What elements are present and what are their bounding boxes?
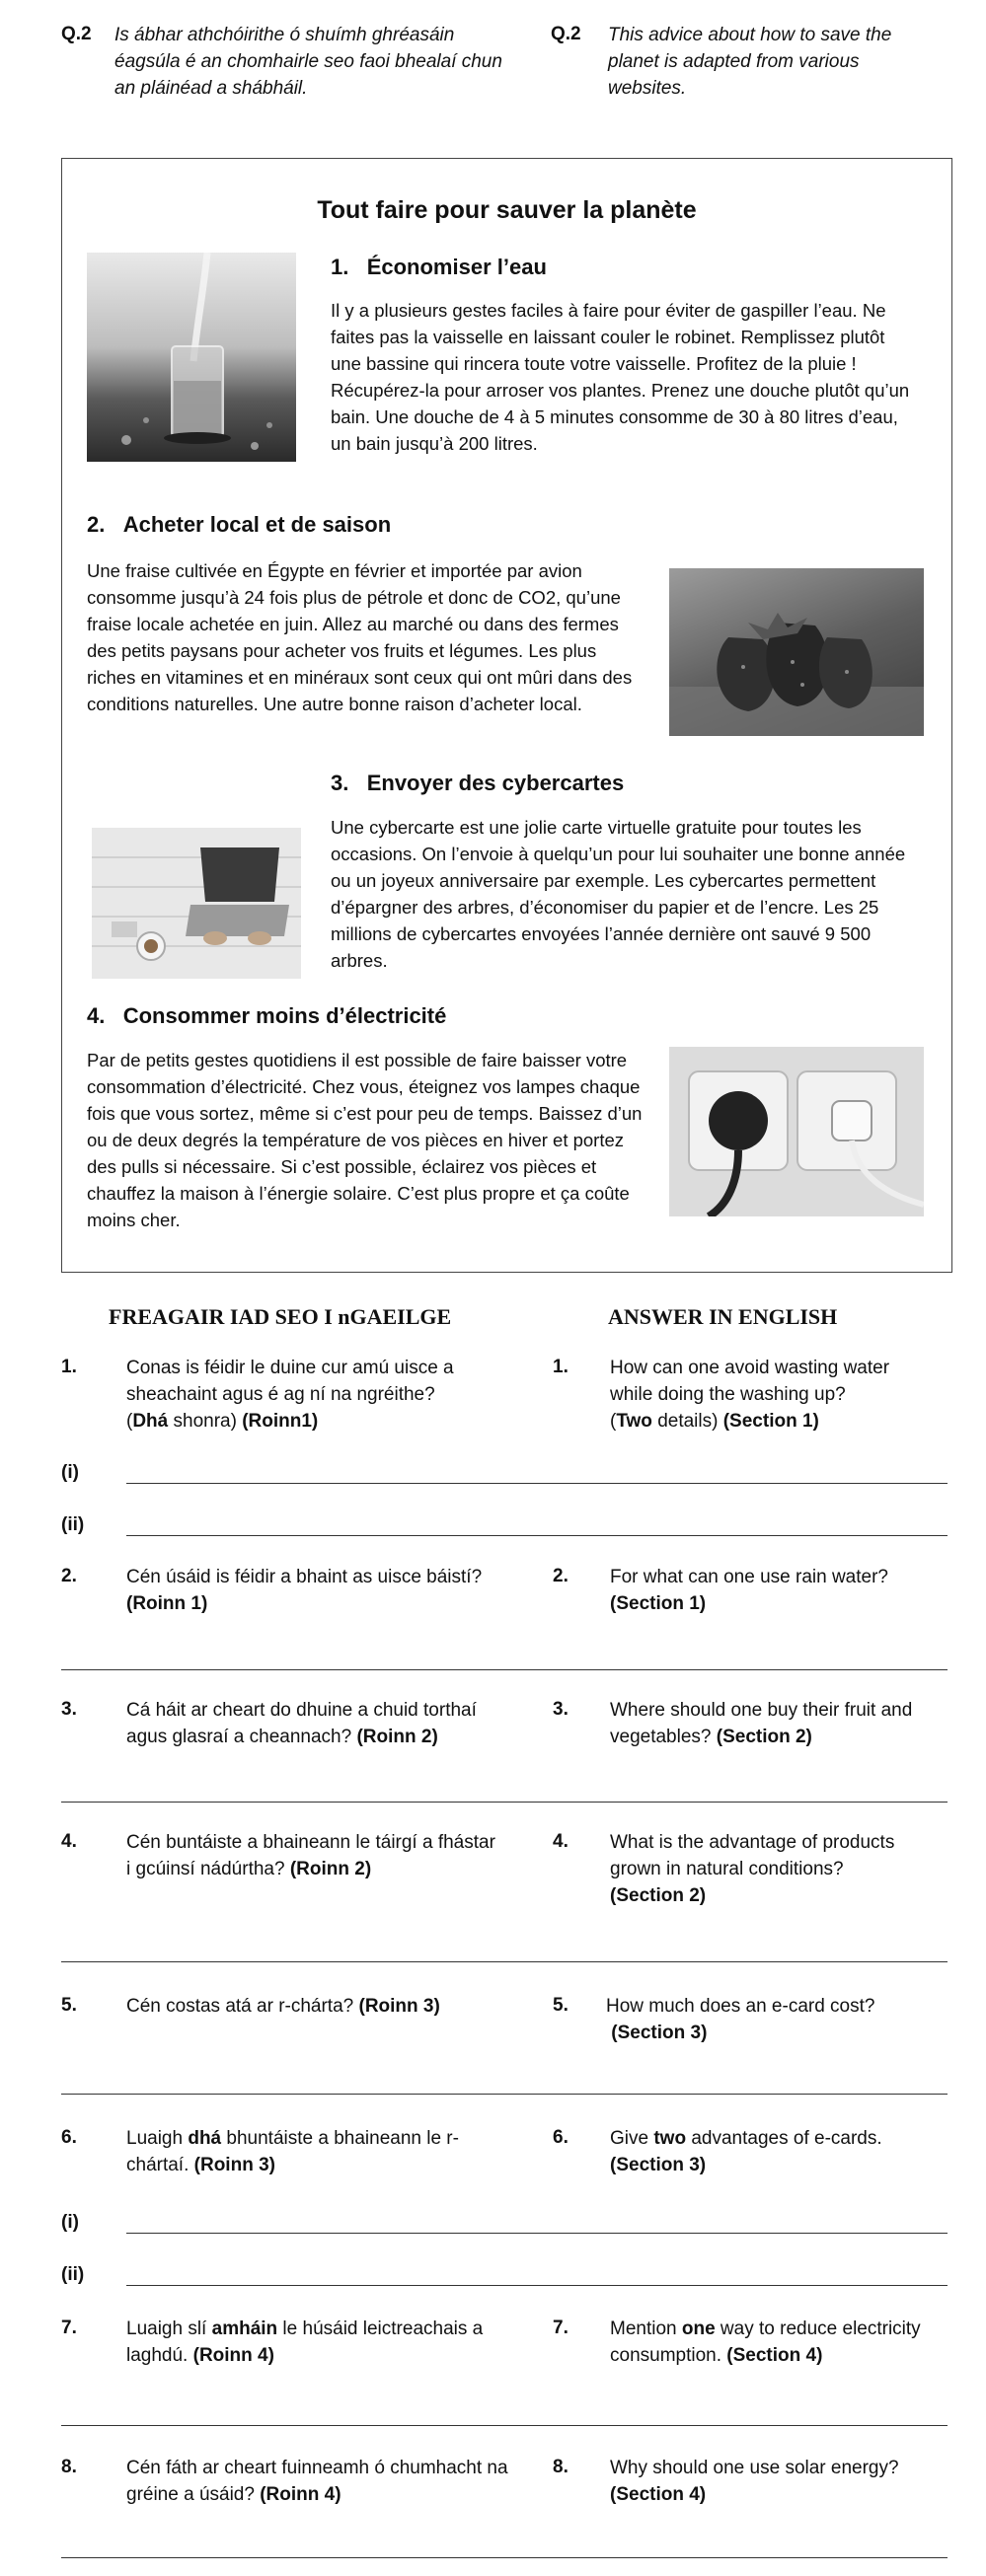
laptop-photo: [92, 828, 301, 979]
section-3-text: Une cybercarte est une jolie carte virtuelle gratuite pour toutes les occasions. On l’envoie à quelqu’un pour lui souhaiter une bonne année ou un joyeux anniversaire par exemple. Les cybercartes permettent d’épargner des arbres, d’économiser du papier et de l’encre. Les 25 millions de cybercartes envoyées l’année dernière ont sauvé 9 500 arbres.: [331, 817, 906, 971]
answer-line-5[interactable]: [61, 2094, 948, 2095]
answer-line-6-i[interactable]: [126, 2233, 948, 2234]
intro-english: This advice about how to save the planet is adapted from various websites.: [608, 25, 892, 99]
question-8-english: Why should one use solar energy? (Section 4): [610, 2458, 899, 2505]
question-2-irish: Cén úsáid is féidir a bhaint as uisce báistí? (Roinn 1): [126, 1567, 483, 1614]
question-4-irish: Cén buntáiste a bhaineann le táirgí a fhástar i gcúinsí nádúrtha? (Roinn 2): [126, 1832, 495, 1879]
article-frame: [61, 158, 952, 1273]
power-socket-photo: [669, 1047, 924, 1216]
q2-label-english: Q.2: [551, 24, 581, 44]
english-questions-heading: ANSWER IN ENGLISH: [608, 1304, 838, 1329]
answer-6-ii-label: (ii): [61, 2264, 85, 2285]
question-5-english: How much does an e-card cost? (Section 3): [606, 1996, 875, 2043]
answer-line-1-ii[interactable]: [126, 1535, 948, 1536]
question-8-irish: Cén fáth ar cheart fuinneamh ó chumhacht na gréine a úsáid? (Roinn 4): [126, 2458, 508, 2505]
power-socket-illustration: [669, 1047, 924, 1216]
question-1-number-english: 1.: [553, 1357, 569, 1377]
question-8-number-irish: 8.: [61, 2457, 77, 2477]
question-6-irish: Luaigh dhá bhuntáiste a bhaineann le r-chártaí. (Roinn 3): [126, 2128, 459, 2175]
question-3-irish: Cá háit ar cheart do dhuine a chuid torthaí agus glasraí a cheannach? (Roinn 2): [126, 1700, 477, 1747]
intro-irish: Is ábhar athchóirithe ó shuímh ghréasáin éagsúla é an chomhairle seo faoi bhealaí chun an pláinéad a shábháil.: [114, 25, 502, 99]
question-7-english: Mention one way to reduce electricity consumption. (Section 4): [610, 2318, 921, 2366]
question-3-english: Where should one buy their fruit and vegetables? (Section 2): [610, 1700, 913, 1747]
section-4-text: Par de petits gestes quotidiens il est possible de faire baisser votre consommation d’électricité. Chez vous, éteignez vos lampes chaque fois que vous sortez, même si c’est pour peu de temps. Baissez d’un ou de deux degrés la température de vos pièces en hiver et portez des pulls si nécessaire. Si c’est possible, éclairez vos pièces et chauffez la maison à l’énergie solaire. C’est plus propre et ça coûte moins cher.: [87, 1050, 643, 1230]
question-5-number-english: 5.: [553, 1995, 569, 2016]
question-8-number-english: 8.: [553, 2457, 569, 2477]
section-4-number: 4.: [87, 1003, 106, 1028]
section-2-number: 2.: [87, 512, 106, 537]
strawberries-photo: [669, 568, 924, 736]
answer-line-7[interactable]: [61, 2425, 948, 2426]
water-glass-photo: [87, 253, 296, 462]
answer-line-6-ii[interactable]: [126, 2285, 948, 2286]
section-1-heading: [331, 255, 547, 280]
question-6-english: Give two advantages of e-cards. (Section 3): [610, 2128, 882, 2175]
question-2-number-irish: 2.: [61, 1566, 77, 1586]
answer-1-ii-label: (ii): [61, 1514, 85, 1535]
answer-line-8[interactable]: [61, 2557, 948, 2558]
section-1-title: Économiser l’eau: [366, 255, 547, 279]
question-1-irish: Conas is féidir le duine cur amú uisce a sheachaint agus é ag ní na ngréithe? (Dhá shonra) (Roinn1): [126, 1358, 454, 1432]
question-1-english: How can one avoid wasting water while doing the washing up? (Two details) (Section 1): [610, 1358, 890, 1432]
question-2-english: For what can one use rain water? (Section 1): [610, 1567, 888, 1614]
section-4-title: Consommer moins d’électricité: [122, 1003, 447, 1028]
question-7-number-irish: 7.: [61, 2318, 77, 2338]
question-5-irish: Cén costas atá ar r-chárta? (Roinn 3): [126, 1996, 440, 2017]
question-3-number-english: 3.: [553, 1699, 569, 1720]
section-1-text: Il y a plusieurs gestes faciles à faire pour éviter de gaspiller l’eau. Ne faites pas la vaisselle en laissant couler le robinet. Remplissez plutôt une bassine qui rincera toute votre vaisselle. Profitez de la pluie ! Récupérez-la pour arroser vos plantes. Prenez une douche plutôt qu’un bain. Une douche de 4 à 5 minutes consomme de 30 à 80 litres d’eau, un bain jusqu’à 200 litres.: [331, 300, 910, 454]
section-2-text: Une fraise cultivée en Égypte en février et importée par avion consomme jusqu’à 24 fois plus de pétrole et donc de CO2, qu’une fraise locale achetée en juin. Allez au marché ou dans des fermes des petits paysans pour acheter vos fruits et légumes. Les plus riches en vitamines et en minéraux sont ceux qui ont mûri dans des conditions naturelles. Une autre bonne raison d’acheter local.: [87, 560, 633, 714]
answer-1-i-label: (i): [61, 1462, 79, 1483]
answer-line-1-i[interactable]: [126, 1483, 948, 1484]
question-7-irish: Luaigh slí amháin le húsáid leictreachais a laghdú. (Roinn 4): [126, 2318, 484, 2366]
water-glass-illustration: [87, 253, 296, 462]
irish-questions-heading: FREAGAIR IAD SEO I nGAEILGE: [109, 1304, 452, 1329]
article-title: Tout faire pour sauver la planète: [317, 196, 697, 224]
answer-line-4[interactable]: [61, 1961, 948, 1962]
section-3-heading: [331, 771, 624, 796]
question-5-number-irish: 5.: [61, 1995, 77, 2016]
section-2-title: Acheter local et de saison: [122, 512, 392, 537]
strawberries-illustration: [669, 568, 924, 736]
question-3-number-irish: 3.: [61, 1699, 77, 1720]
section-1-number: 1.: [331, 255, 349, 279]
answer-6-i-label: (i): [61, 2212, 79, 2233]
question-1-number-irish: 1.: [61, 1357, 77, 1377]
question-7-number-english: 7.: [553, 2318, 569, 2338]
question-6-number-irish: 6.: [61, 2127, 77, 2148]
section-2-heading: [87, 512, 391, 538]
question-6-number-english: 6.: [553, 2127, 569, 2148]
laptop-illustration: [92, 828, 301, 979]
section-3-number: 3.: [331, 771, 349, 795]
q2-label-irish: Q.2: [61, 24, 92, 44]
section-3-title: Envoyer des cybercartes: [366, 771, 625, 795]
question-4-english: What is the advantage of products grown in natural conditions? (Section 2): [610, 1832, 895, 1906]
answer-line-3[interactable]: [61, 1802, 948, 1803]
section-4-heading: [87, 1003, 446, 1029]
answer-line-2[interactable]: [61, 1669, 948, 1670]
question-4-number-english: 4.: [553, 1831, 569, 1852]
question-2-number-english: 2.: [553, 1566, 569, 1586]
question-4-number-irish: 4.: [61, 1831, 77, 1852]
